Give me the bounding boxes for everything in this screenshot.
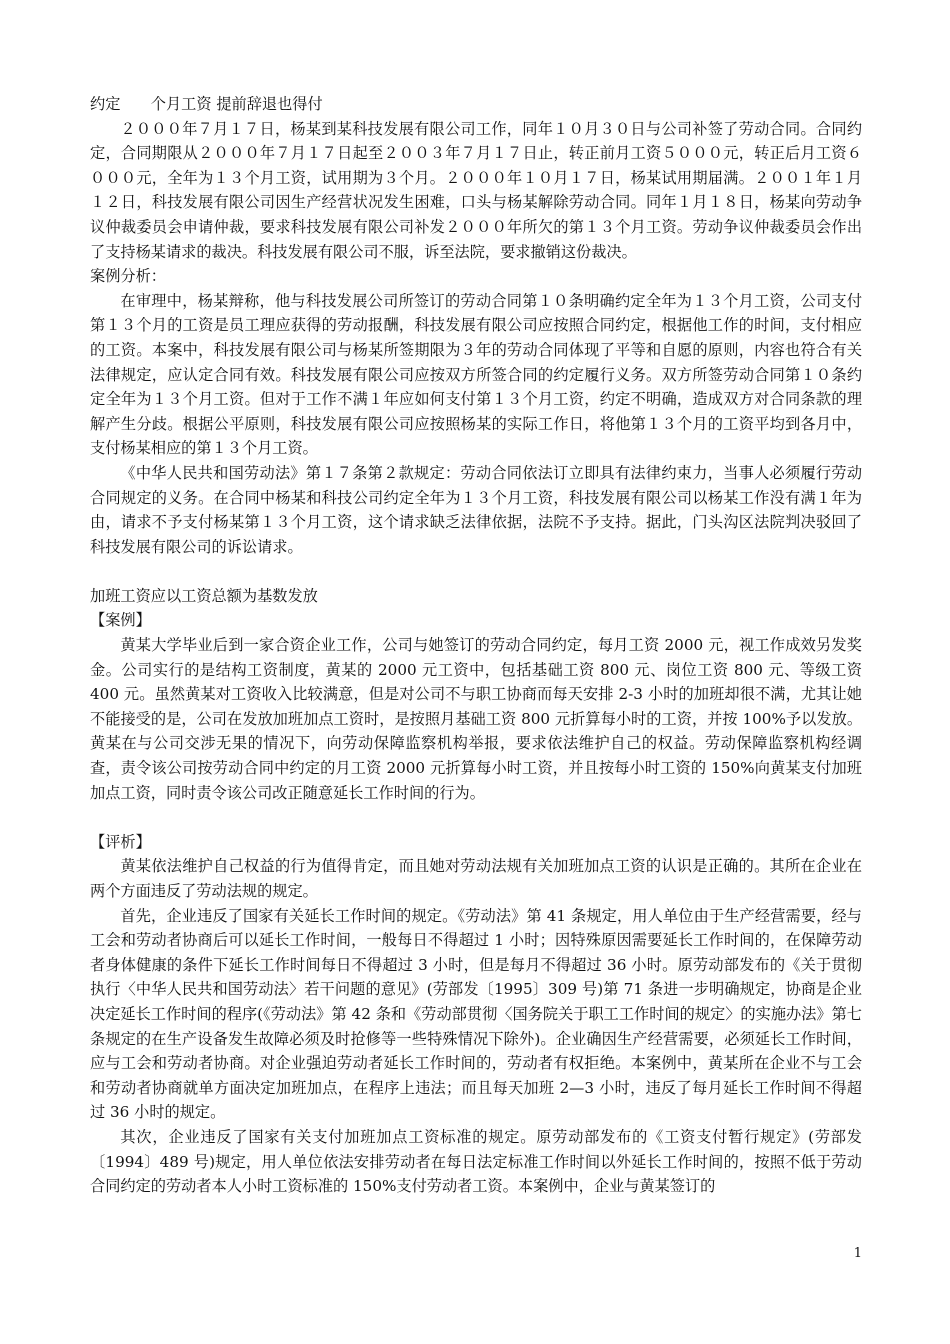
blank-line <box>90 805 862 830</box>
paragraph: 黄某大学毕业后到一家合资企业工作，公司与她签订的劳动合同约定，每月工资 2000 元，视工作成效另发奖金。公司实行的是结构工资制度，黄某的 2000 元工资中，包括基础工资 800 元、岗位工资 800 元、等级工资 400 元。虽然黄某对工资收入比较满意，但是对公司不与职工协商而每天安排 2-3 小时的加班却很不满，尤其让她不能接受的是，公司在发放加班加点工资时，是按照月基础工资 800 元折算每小时的工资，并按 100%予以发放。黄某在与公司交涉无果的情况下，向劳动保障监察机构举报，要求依法维护自己的权益。劳动保障监察机构经调查，责令该公司按劳动合同中约定的月工资 2000 元折算每小时工资，并且按每小时工资的 150%向黄某支付加班加点工资，同时责令该公司改正随意延长工作时间的行为。 <box>90 636 862 802</box>
page-number: 1 <box>853 1246 862 1261</box>
paragraph: 《中华人民共和国劳动法》第１７条第２款规定：劳动合同依法订立即具有法律约束力，当事人必须履行劳动合同规定的义务。在合同中杨某和科技公司约定全年为１３个月工资，科技发展有限公司以杨某工作没有满１年为由，请求不予支付杨某第１３个月工资，这个请求缺乏法律依据，法院不予支持。据此，门头沟区法院判决驳回了科技发展有限公司的诉讼请求。 <box>90 463 862 556</box>
section-title: 约定 个月工资 提前辞退也得付 <box>90 95 323 113</box>
paragraph: 首先，企业违反了国家有关延长工作时间的规定。《劳动法》第 41 条规定，用人单位由于生产经营需要，经与工会和劳动者协商后可以延长工作时间，一般每日不得超过 1 小时；因特殊原因需要延长工作时间的，在保障劳动者身体健康的条件下延长工作时间每日不得超过 3 小时，但是每月不得超过 36 小时。原劳动部发布的《关于贯彻执行〈中华人民共和国劳动法〉若干问题的意见》(劳部发〔1995〕309 号)第 71 条进一步明确规定，协商是企业决定延长工作时间的程序(《劳动法》第 42 条和《劳动部贯彻〈国务院关于职工工作时间的规定〉的实施办法》第七条规定的在生产设备发生故障必须及时抢修等一些特殊情况下除外)。企业确因生产经营需要，必须延长工作时间，应与工会和劳动者协商。对企业强迫劳动者延长工作时间的，劳动者有权拒绝。本案例中，黄某所在企业不与工会和劳动者协商就单方面决定加班加点，在程序上违法；而且每天加班 2—3 小时，违反了每月延长工作时间不得超过 36 小时的规定。 <box>90 906 862 1122</box>
paragraph: 黄某依法维护自己权益的行为值得肯定，而且她对劳动法规有关加班加点工资的认识是正确的。其所在企业在两个方面违反了劳动法规的规定。 <box>90 857 862 900</box>
blank-line <box>90 559 862 584</box>
document-body <box>90 92 862 1199</box>
section-title: 加班工资应以工资总额为基数发放 <box>90 586 318 605</box>
section-heading: 【案例】 <box>90 611 151 630</box>
paragraph: ２０００年７月１７日，杨某到某科技发展有限公司工作，同年１０月３０日与公司补签了劳动合同。合同约定，合同期限从２０００年７月１７日起至２００３年７月１７日止，转正前月工资５０００元，转正后月工资６０００元，全年为１３个月工资，试用期为３个月。２０００年１０月１７日，杨某试用期届满。２００１年１月１２日，科技发展有限公司因生产经营状况发生困难，口头与杨某解除劳动合同。同年１月１８日，杨某向劳动争议仲裁委员会申请仲裁，要求科技发展有限公司补发２０００年所欠的第１３个月工资。劳动争议仲裁委员会作出了支持杨某请求的裁决。科技发展有限公司不服，诉至法院，要求撤销这份裁决。 <box>90 119 862 261</box>
section-heading: 【评析】 <box>90 832 151 851</box>
paragraph: 在审理中，杨某辩称，他与科技发展公司所签订的劳动合同第１０条明确约定全年为１３个月工资，公司支付第１３个月的工资是员工理应获得的劳动报酬，科技发展有限公司应按照合同约定，根据他工作的时间，支付相应的工资。本案中，科技发展有限公司与杨某所签期限为３年的劳动合同体现了平等和自愿的原则，内容也符合有关法律规定，应认定合同有效。科技发展有限公司应按双方所签合同的约定履行义务。双方所签劳动合同第１０条约定全年为１３个月工资。但对于工作不满１年应如何支付第１３个月工资，约定不明确，造成双方对合同条款的理解产生分歧。根据公平原则，科技发展有限公司应按照杨某的实际工作日，将他第１３个月的工资平均到各月中，支付杨某相应的第１３个月工资。 <box>90 291 862 458</box>
paragraph: 其次，企业违反了国家有关支付加班加点工资标准的规定。原劳动部发布的《工资支付暂行规定》(劳部发〔1994〕489 号)规定，用人单位依法安排劳动者在每日法定标准工作时间以外延长工作时间的，按照不低于劳动合同约定的劳动者本人小时工资标准的 150%支付劳动者工资。本案例中，企业与黄某签订的 <box>90 1127 862 1196</box>
section-heading: 案例分析： <box>90 267 166 286</box>
